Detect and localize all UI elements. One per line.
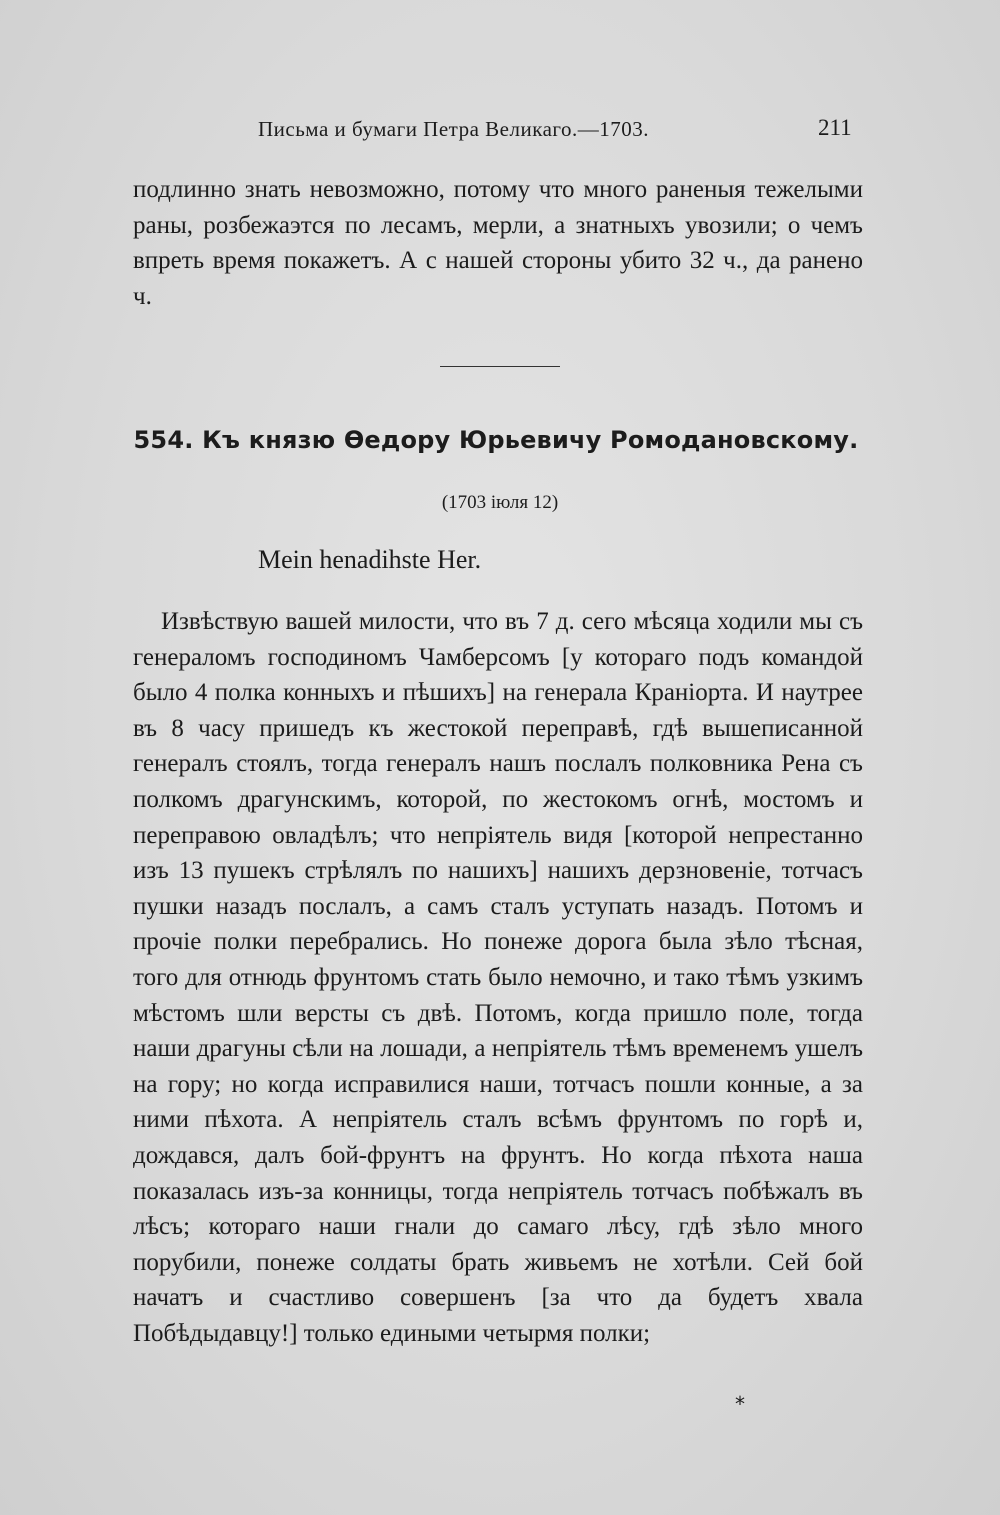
continuation-text: подлинно знать невозможно, потому что много раненыя тежелыми раны, розбежаэтся по лесамъ, мерли, а знатныхъ увозили; о чемъ впреть время покажетъ. А с нашей стороны убито 32 ч., да ранено ч. <box>133 176 863 310</box>
page-number: 211 <box>818 115 852 140</box>
letter-body-text: Извѣствую вашей милости, что въ 7 д. сего мѣсяца ходили мы съ генераломъ господиномъ Чамберсомъ [у котораго подъ командой было 4 полка конныхъ и пѣшихъ] на генерала Краніорта. И наутрее въ 8 часу пришедъ къ жестокой переправѣ, гдѣ вышеписанной генералъ стоялъ, тогда генералъ нашъ послалъ полковника Рена съ полкомъ драгунскимъ, которой, по жестокомъ огнѣ, мостомъ и переправою овладѣлъ; что непріятель видя [которой непрестанно изъ 13 пушекъ стрѣлялъ по нашихъ] нашихъ дерзновеніе, тотчасъ пушки назадъ послалъ, а самъ сталъ уступать назадъ. Потомъ и прочіе полки перебрались. Но понеже дорога была зѣло тѣсная, того для отнюдь фрунтомъ стать было немочно, и тако тѣмъ узкимъ мѣстомъ шли версты съ двѣ. Потомъ, когда пришло поле, тогда наши драгуны сѣли на лошади, а непріятель тѣмъ временемъ ушелъ на гору; но когда исправилися наши, тотчасъ пошли конные, а за ними пѣхота. А непріятель сталъ всѣмъ фрунтомъ по горѣ и, дождався, далъ бой-фрунтъ на фрунтъ. Но когда пѣхота наша показалась изъ-за конницы, тогда непріятель тотчасъ побѣжалъ въ лѣсъ; котораго наши гнали до самаго лѣсу, гдѣ зѣло много порубили, понеже солдаты брать живьемъ не хотѣли. Сей бой начатъ и счастливо совершенъ [за что да будетъ хвала Побѣдыдавцу!] только едиными четырмя полки; <box>133 608 863 1347</box>
letter-body <box>133 604 863 1351</box>
letter-title: 554. Къ князю Өедору Юрьевичу Ромодановскому. <box>133 426 859 454</box>
footnote-mark: * <box>735 1392 745 1416</box>
letter-date: (1703 іюля 12) <box>441 492 559 513</box>
continuation-paragraph <box>133 172 863 314</box>
section-divider <box>440 366 560 367</box>
running-head: Письма и бумаги Петра Великаго.—1703. <box>258 117 650 141</box>
letter-salutation: Mein henadihste Her. <box>258 545 482 574</box>
